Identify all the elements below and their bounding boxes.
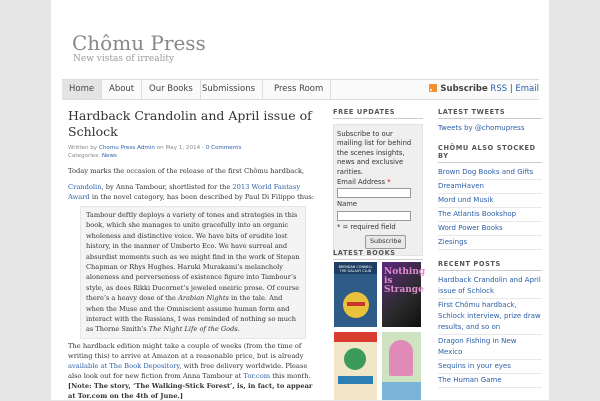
stockist-brown-dog[interactable]: Brown Dog Books and Gifts [438,166,542,180]
p3-text-3: this month. [270,372,311,380]
book-depository-link[interactable]: available at The Book Depository [68,362,180,370]
recent-post-3[interactable]: Dragon Fishing in New Mexico [438,335,542,360]
stocked-by-title: CHÔMU ALSO STOCKED BY [438,144,542,163]
post-title[interactable]: Hardback Crandolin and April issue of Schlock [68,108,312,139]
stockist-word-power[interactable]: Word Power Books [438,222,542,236]
tor-link[interactable]: Tor.com [243,372,271,380]
required-note: * = required field [337,222,396,231]
stockists-list [438,166,542,250]
rss-link[interactable]: RSS [490,84,508,94]
recent-post-1[interactable]: Hardback Crandolin and April issue of Schlock [438,274,542,299]
nav-item-home[interactable]: Home [62,80,102,99]
signup-form [333,124,423,256]
meta-on: on [156,145,164,151]
crandolin-link[interactable]: Crandolin [68,183,102,191]
quote-em-1: Arabian Nights [178,294,229,303]
subscribe-bar [429,80,539,99]
tweets-link[interactable]: Tweets by @chomupress [438,124,525,132]
p3-text-1: The hardback edition might take a couple of weeks (from the time of writing this) to arrive at Amazon at a reasonable price, but is already [68,342,304,360]
page-container [51,0,549,400]
meta-categories-label: Categories: [68,153,101,159]
review-blockquote [80,206,306,339]
signup-description: Subscribe to our mailing list for behind the scenes insights, news and exclusive rarities. [337,130,412,176]
latest-books-widget [333,249,423,260]
book-cover-2-text: Nothing is Strange [384,267,426,295]
stockist-dreamhaven[interactable]: DreamHaven [438,180,542,194]
subscribe-label: Subscribe [440,84,488,94]
email-required-star: * [387,178,391,187]
p2-text-1: , by Anna Tambour, shortlisted for the [101,183,233,191]
recent-post-5[interactable]: The Human Game [438,374,542,388]
email-label [337,178,417,187]
stockist-atlantis[interactable]: The Atlantis Bookshop [438,208,542,222]
site-tagline: New vistas of irreality [73,54,175,64]
latest-books-title: LATEST BOOKS [333,249,423,260]
nav-item-press-room[interactable]: Press Room [267,80,331,99]
book-cover-1-text: BRENDAN CONNELL THE GALAXY CLUB [338,265,373,273]
book-cover-3[interactable] [334,332,377,400]
email-link[interactable]: Email [515,84,539,94]
quote-text-1: Tambour deftly deploys a variety of tones and strategies in this book, which she manages to unite gracefully into an organic wholeness and distinctive voice. We have bits of erudite lost history, in the manner of Umberto Eco. We have surreal and absurdist moments such as we might find in the work of Stepan Chapman or Rhys Hughes. Haruki Murakami’s melancholy aloneness and perverseness of existence figure into Tambour’s style, as does Rikki Ducornet’s jeweled oneiric prose. Of course there’s a heavy dose of the [86,211,300,303]
site-title[interactable]: Chômu Press [72,31,206,55]
nav-item-about[interactable]: About [102,80,142,99]
p3-text-2: , with free delivery worldwide. Please also look out for new fiction from Anna Tambour at [68,362,308,380]
post-date: May 1, 2014 [165,145,201,151]
email-label-text: Email Address [337,178,386,187]
main-nav [62,79,539,100]
subscribe-button[interactable]: Subscribe [365,235,406,248]
stockist-ziesings[interactable]: Ziesings [438,236,542,250]
nav-item-submissions[interactable]: Submissions [195,80,263,99]
free-updates-title: FREE UPDATES [333,108,423,119]
p2-text-2: in the novel category, has been described by Paul Di Filippo thus: [89,193,315,201]
post-author-link[interactable]: Chomu Press Admin [98,145,155,151]
p3-note: [Note: The story, ‘The Walking-Stick Forest’, is, in fact, to appear at Tor.com on the 4th of June.] [68,382,313,400]
recent-post-2[interactable]: First Chômu hardback, Schlock interview, prize draw results, and so on [438,299,542,335]
post-paragraph-3 [68,341,318,401]
name-label: Name [337,200,358,209]
right-sidebar [438,108,542,388]
nav-item-our-books[interactable]: Our Books [142,80,201,99]
meta-written-by: Written by [68,145,98,151]
post [68,108,318,400]
post-category-link[interactable]: News [101,153,117,159]
name-field[interactable] [337,211,411,221]
book-cover-4[interactable] [382,332,421,400]
free-updates-widget [333,108,423,256]
quote-text-2: in the tale. And when the Muse and the Omniscient assume human form and interact with the Russians, I was reminded of nothing so much as Thorne Smith’s [86,294,296,334]
subscribe-separator: | [509,84,513,94]
post-paragraph-2 [68,182,318,202]
post-meta: Written by Chomu Press Admin on May 1, 2014 - 0 Comments Categories: News [68,145,242,159]
post-paragraph-1: Today marks the occasion of the release of the first Chômu hardback, [68,167,305,175]
quote-em-2: The Night Life of the Gods [148,325,238,334]
rss-icon [429,84,437,92]
world-fantasy-award-link[interactable]: 2013 World Fantasy Award [68,183,301,201]
recent-posts-list [438,274,542,388]
stockist-mord-und-musik[interactable]: Mord und Musik [438,194,542,208]
recent-post-4[interactable]: Sequins in your eyes [438,360,542,374]
latest-tweets-title: LATEST TWEETS [438,108,542,119]
quote-end: . [237,325,240,334]
email-field[interactable] [337,188,411,198]
book-cover-galaxy-club[interactable] [334,262,377,327]
recent-posts-title: RECENT POSTS [438,260,542,271]
book-cover-nothing-is-strange[interactable] [382,262,426,327]
post-comments-link[interactable]: 0 Comments [205,145,242,151]
